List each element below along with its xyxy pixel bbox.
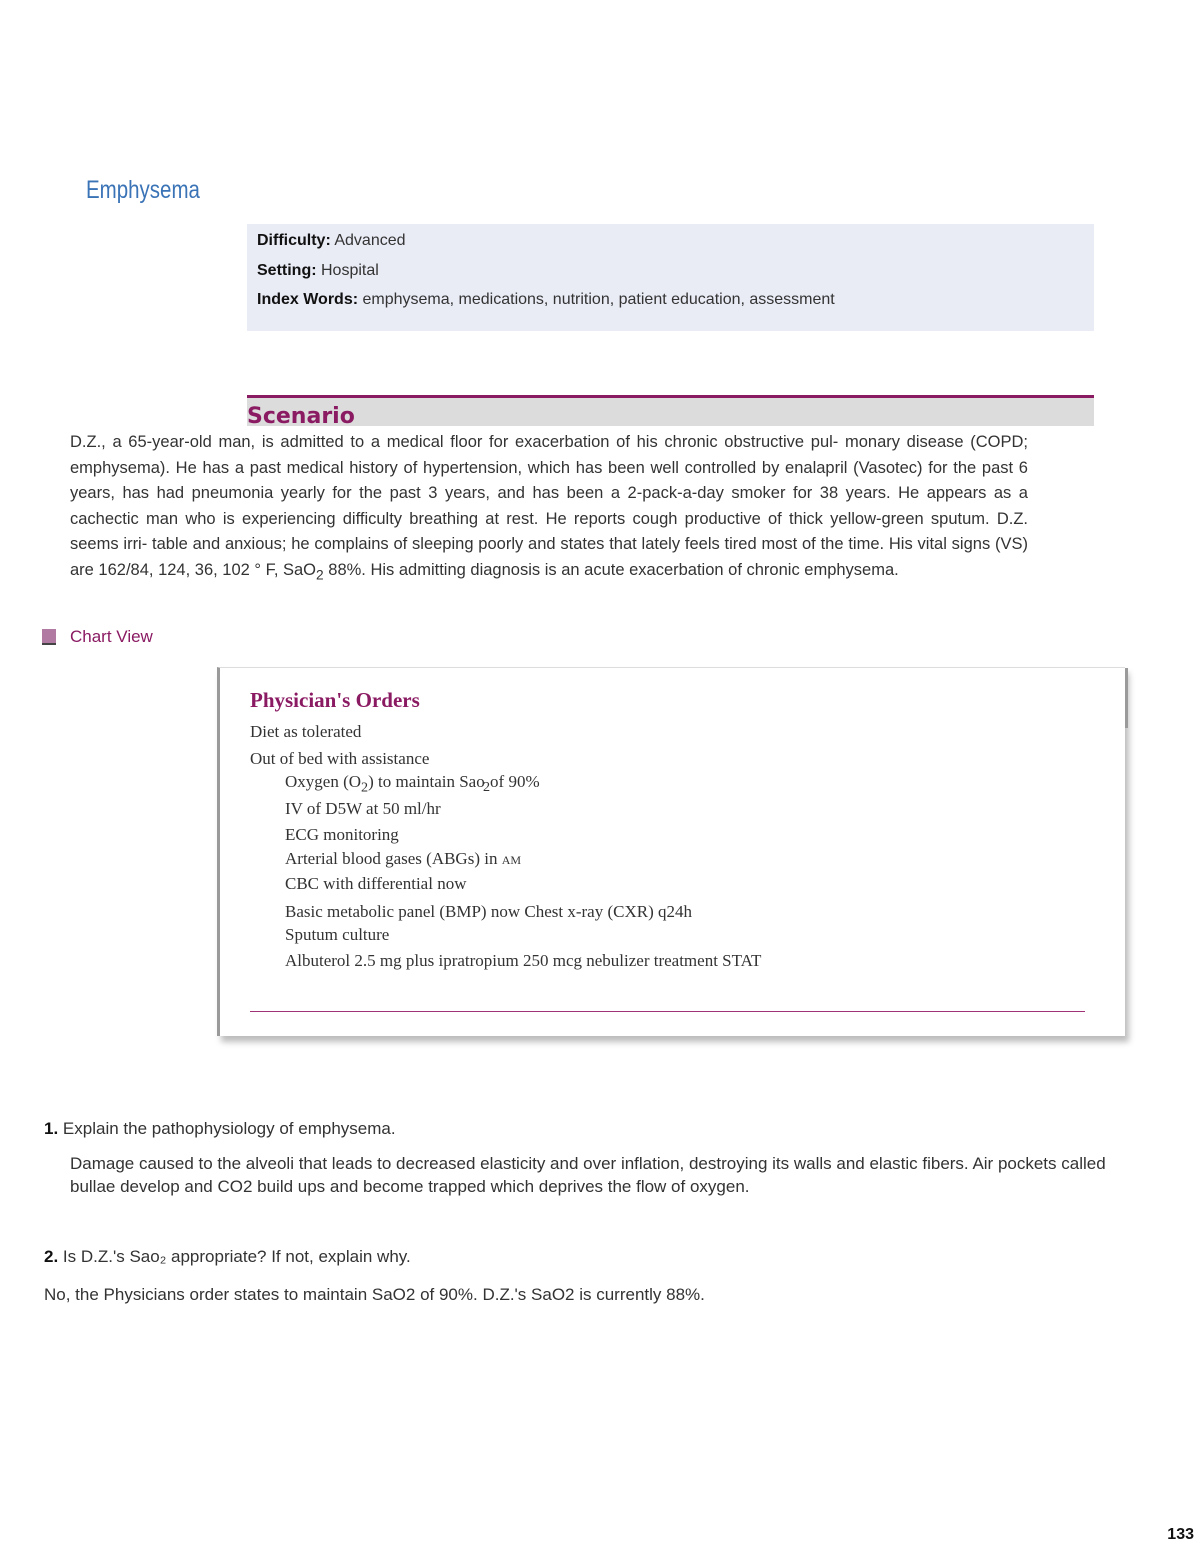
physicians-orders-card xyxy=(217,667,1125,1036)
scenario-text-end: 88%. His admitting diagnosis is an acute exacerbation of chronic emphysema. xyxy=(323,560,899,579)
index-words-label: Index Words: xyxy=(257,291,359,308)
index-words-row xyxy=(257,291,835,309)
abg-text: Arterial blood gases (ABGs) in xyxy=(285,849,498,868)
chart-view-label: Chart View xyxy=(70,627,153,646)
setting-row xyxy=(257,262,379,280)
answer-1: Damage caused to the alveoli that leads to decreased elasticity and over inflation, destroying its walls and elastic fibers. Air pockets called bullae develop and CO2 build ups and become trapped which deprives the flow of oxygen. xyxy=(70,1154,1106,1196)
order-ambulation: Out of bed with assistance xyxy=(250,749,430,768)
order-diet: Diet as tolerated xyxy=(250,722,362,741)
order-bmp-cxr: Basic metabolic panel (BMP) now Chest x-ray (CXR) q24h xyxy=(285,902,692,921)
chart-view-link[interactable] xyxy=(42,627,153,647)
orders-title: Physician's Orders xyxy=(250,688,420,712)
question-2-text: Is D.Z.'s Sao₂ appropriate? If not, explain why. xyxy=(62,1247,411,1266)
order-ecg: ECG monitoring xyxy=(285,825,399,844)
difficulty-label: Difficulty: xyxy=(257,232,331,249)
order-iv: IV of D5W at 50 ml/hr xyxy=(285,799,441,818)
question-2 xyxy=(44,1247,411,1267)
scenario-paragraph xyxy=(70,430,1028,587)
scenario-header-bar xyxy=(247,398,1094,426)
orders-divider xyxy=(250,1011,1085,1012)
page-number: 133 xyxy=(1167,1526,1194,1543)
order-sputum: Sputum culture xyxy=(285,925,390,944)
square-icon xyxy=(42,629,56,645)
order-oxygen xyxy=(285,772,540,796)
answer-2: No, the Physicians order states to maintain SaO2 of 90%. D.Z.'s SaO2 is currently 88%. xyxy=(44,1285,705,1304)
index-words-value: emphysema, medications, nutrition, patient education, assessment xyxy=(362,291,835,308)
scenario-subscript: 2 xyxy=(316,566,324,582)
difficulty-value: Advanced xyxy=(334,232,406,249)
question-1 xyxy=(44,1119,396,1139)
order-albuterol: Albuterol 2.5 mg plus ipratropium 250 mcg nebulizer treatment STAT xyxy=(285,951,762,970)
setting-value: Hospital xyxy=(321,262,379,279)
question-1-number: 1. xyxy=(44,1119,59,1138)
setting-label: Setting: xyxy=(257,262,317,279)
oxygen-text-a: Oxygen (O xyxy=(285,772,362,791)
oxygen-subscript-2: 2 xyxy=(482,779,491,796)
scenario-text-main: D.Z., a 65-year-old man, is admitted to a medical floor for exacerbation of his chronic obstructive pul- monary disease (COPD; emphysema). He has a past medical history of hypertension, which has been well controlled by enalapril (Vasotec) for the past 6 years, has had pneumonia yearly for the past 3 years, and has been a 2-pack-a-day smoker for 38 years. He appears as a cachectic man who is experiencing difficulty breathing at rest. He reports cough productive of thick yellow-green sputum. D.Z. seems irri- table and anxious; he complains of sleeping poorly and states that lately feels tired most of the time. His vital signs (VS) are 162/84, 124, 36, 102 ° F, SaO xyxy=(70,433,1028,579)
oxygen-text-c: of 90% xyxy=(490,772,540,791)
question-2-number: 2. xyxy=(44,1247,59,1266)
order-abg xyxy=(285,849,521,869)
difficulty-row xyxy=(257,232,406,250)
case-info-box xyxy=(247,224,1094,331)
oxygen-subscript: 2 xyxy=(361,779,369,796)
order-cbc: CBC with differential now xyxy=(285,874,467,893)
page-title: Emphysema xyxy=(86,176,200,204)
abg-am: AM xyxy=(501,853,522,867)
scenario-heading: Scenario xyxy=(247,404,355,429)
question-1-text: Explain the pathophysiology of emphysema. xyxy=(62,1119,396,1138)
oxygen-text-b: ) to maintain Sao xyxy=(368,772,485,791)
